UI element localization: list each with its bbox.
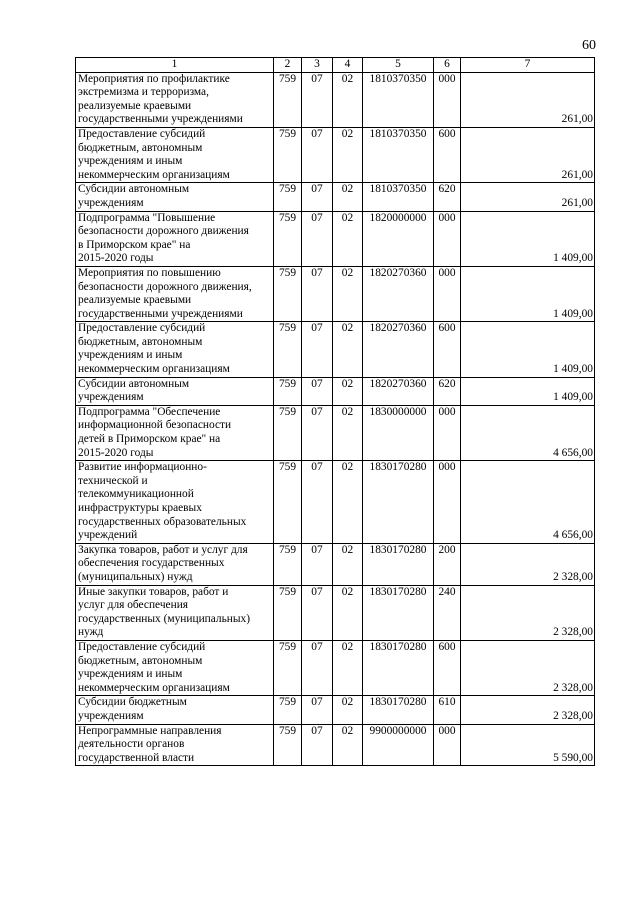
- column-header: 2: [274, 58, 302, 73]
- row-code-5: 1830170280: [363, 696, 434, 724]
- row-code-2: 759: [274, 543, 302, 585]
- table-row: [76, 724, 595, 766]
- row-code-6: 000: [434, 211, 461, 266]
- row-name: Закупка товаров, работ и услуг для обеспечения государственных (муниципальных) нужд: [76, 543, 274, 585]
- row-amount: 1 409,00: [461, 266, 595, 321]
- table-row: [76, 585, 595, 640]
- table-row: [76, 183, 595, 211]
- row-code-4: 02: [333, 461, 363, 544]
- row-name: Подпрограмма "Повышение безопасности дорожного движения в Приморском крае" на 2015-2020 годы: [76, 211, 274, 266]
- row-code-6: 610: [434, 696, 461, 724]
- row-code-3: 07: [302, 266, 333, 321]
- column-header: 6: [434, 58, 461, 73]
- row-code-6: 000: [434, 405, 461, 460]
- row-code-2: 759: [274, 72, 302, 127]
- row-name: Предоставление субсидий бюджетным, автономным учреждениям и иным некоммерческим организациям: [76, 127, 274, 182]
- row-amount: 261,00: [461, 72, 595, 127]
- row-code-5: 1830170280: [363, 461, 434, 544]
- row-code-4: 02: [333, 405, 363, 460]
- table-row: [76, 377, 595, 405]
- row-code-4: 02: [333, 72, 363, 127]
- row-code-6: 620: [434, 183, 461, 211]
- row-code-3: 07: [302, 696, 333, 724]
- row-code-2: 759: [274, 724, 302, 766]
- row-code-6: 600: [434, 640, 461, 695]
- column-header: 4: [333, 58, 363, 73]
- row-code-6: 240: [434, 585, 461, 640]
- row-amount: 1 409,00: [461, 377, 595, 405]
- row-amount: 1 409,00: [461, 211, 595, 266]
- row-code-5: 1820270360: [363, 377, 434, 405]
- row-code-4: 02: [333, 640, 363, 695]
- row-code-2: 759: [274, 405, 302, 460]
- table-row: [76, 640, 595, 695]
- row-code-6: 000: [434, 266, 461, 321]
- row-code-4: 02: [333, 724, 363, 766]
- row-code-3: 07: [302, 211, 333, 266]
- row-code-6: 600: [434, 127, 461, 182]
- row-code-2: 759: [274, 211, 302, 266]
- row-code-4: 02: [333, 127, 363, 182]
- row-code-4: 02: [333, 322, 363, 377]
- row-code-2: 759: [274, 266, 302, 321]
- row-code-4: 02: [333, 696, 363, 724]
- row-code-6: 000: [434, 724, 461, 766]
- row-code-6: 000: [434, 461, 461, 544]
- row-name: Развитие информационно- технической и телекоммуникационной инфраструктуры краевых государственных образовательных учреждений: [76, 461, 274, 544]
- row-name: Предоставление субсидий бюджетным, автономным учреждениям и иным некоммерческим организациям: [76, 640, 274, 695]
- row-code-6: 000: [434, 72, 461, 127]
- row-code-5: 1820270360: [363, 266, 434, 321]
- table-row: [76, 266, 595, 321]
- row-code-4: 02: [333, 211, 363, 266]
- table-row: [76, 461, 595, 544]
- row-code-5: 1830170280: [363, 585, 434, 640]
- row-code-3: 07: [302, 377, 333, 405]
- column-header: 3: [302, 58, 333, 73]
- row-code-2: 759: [274, 377, 302, 405]
- row-code-4: 02: [333, 183, 363, 211]
- row-name: Непрограммные направления деятельности органов государственной власти: [76, 724, 274, 766]
- row-code-2: 759: [274, 461, 302, 544]
- row-name: Иные закупки товаров, работ и услуг для обеспечения государственных (муниципальных) нужд: [76, 585, 274, 640]
- row-code-2: 759: [274, 585, 302, 640]
- row-amount: 4 656,00: [461, 405, 595, 460]
- row-code-5: 1830000000: [363, 405, 434, 460]
- row-amount: 2 328,00: [461, 543, 595, 585]
- row-code-3: 07: [302, 72, 333, 127]
- row-name: Субсидии автономным учреждениям: [76, 377, 274, 405]
- row-code-5: 1820000000: [363, 211, 434, 266]
- table-row: [76, 72, 595, 127]
- row-name: Мероприятия по профилактике экстремизма и терроризма, реализуемые краевыми государственными учреждениями: [76, 72, 274, 127]
- column-header: 1: [76, 58, 274, 73]
- row-code-3: 07: [302, 640, 333, 695]
- row-name: Подпрограмма "Обеспечение информационной безопасности детей в Приморском крае" на 2015-2020 годы: [76, 405, 274, 460]
- row-code-3: 07: [302, 322, 333, 377]
- row-amount: 2 328,00: [461, 585, 595, 640]
- row-code-6: 200: [434, 543, 461, 585]
- table-row: [76, 543, 595, 585]
- row-name: Субсидии автономным учреждениям: [76, 183, 274, 211]
- row-code-3: 07: [302, 183, 333, 211]
- row-amount: 4 656,00: [461, 461, 595, 544]
- row-code-4: 02: [333, 377, 363, 405]
- table-row: [76, 322, 595, 377]
- row-name: Мероприятия по повышению безопасности дорожного движения, реализуемые краевыми государственными учреждениями: [76, 266, 274, 321]
- row-amount: 1 409,00: [461, 322, 595, 377]
- row-amount: 261,00: [461, 183, 595, 211]
- table-row: [76, 127, 595, 182]
- table-row: [76, 405, 595, 460]
- row-code-2: 759: [274, 640, 302, 695]
- row-amount: 5 590,00: [461, 724, 595, 766]
- column-header: 5: [363, 58, 434, 73]
- budget-table: [75, 57, 595, 766]
- row-amount: 2 328,00: [461, 640, 595, 695]
- row-amount: 2 328,00: [461, 696, 595, 724]
- row-code-5: 1810370350: [363, 72, 434, 127]
- row-code-5: 1820270360: [363, 322, 434, 377]
- row-code-3: 07: [302, 127, 333, 182]
- row-code-3: 07: [302, 405, 333, 460]
- row-code-4: 02: [333, 585, 363, 640]
- row-code-2: 759: [274, 183, 302, 211]
- row-code-5: 1830170280: [363, 640, 434, 695]
- row-code-4: 02: [333, 543, 363, 585]
- row-code-2: 759: [274, 322, 302, 377]
- row-code-3: 07: [302, 585, 333, 640]
- column-header: 7: [461, 58, 595, 73]
- row-code-5: 9900000000: [363, 724, 434, 766]
- row-code-3: 07: [302, 543, 333, 585]
- table-row: [76, 696, 595, 724]
- row-code-4: 02: [333, 266, 363, 321]
- row-code-5: 1830170280: [363, 543, 434, 585]
- row-code-6: 600: [434, 322, 461, 377]
- row-code-3: 07: [302, 724, 333, 766]
- row-code-3: 07: [302, 461, 333, 544]
- row-code-2: 759: [274, 127, 302, 182]
- page-number: 60: [582, 38, 596, 53]
- row-name: Предоставление субсидий бюджетным, автономным учреждениям и иным некоммерческим организациям: [76, 322, 274, 377]
- row-amount: 261,00: [461, 127, 595, 182]
- table-row: [76, 211, 595, 266]
- row-code-5: 1810370350: [363, 127, 434, 182]
- row-code-2: 759: [274, 696, 302, 724]
- row-code-5: 1810370350: [363, 183, 434, 211]
- row-name: Субсидии бюджетным учреждениям: [76, 696, 274, 724]
- column-header-row: [76, 58, 595, 73]
- row-code-6: 620: [434, 377, 461, 405]
